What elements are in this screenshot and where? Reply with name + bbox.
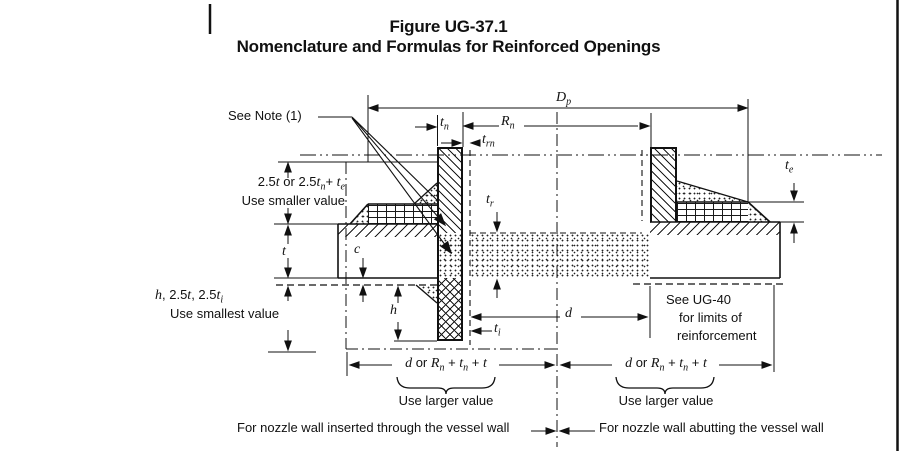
- dim-label-h: h: [390, 303, 397, 318]
- use-larger-label-left: Use larger value: [398, 393, 494, 408]
- figure-title: Nomenclature and Formulas for Reinforced Openings: [236, 37, 661, 56]
- use-larger-label-right: Use larger value: [618, 393, 714, 408]
- dim-label-tr: $t_r$: [486, 192, 494, 210]
- dim-label-Rn: $R_n$: [501, 114, 515, 132]
- ug40-note-line1: See UG-40: [666, 292, 732, 307]
- caption-abutting-nozzle: For nozzle wall abutting the vessel wall: [599, 420, 824, 435]
- braces: [397, 377, 714, 394]
- dim-label-ti: $t_i$: [494, 321, 501, 339]
- dim-label-t: t: [282, 244, 286, 259]
- dim-label-trn: $t_{rn}$: [482, 132, 495, 150]
- dim-label-d: d: [565, 306, 572, 321]
- caption-inserted-nozzle: For nozzle wall inserted through the vessel wall: [237, 420, 510, 435]
- weld-lines: [414, 181, 748, 303]
- hidden-lines: [470, 150, 642, 345]
- limit-upper-formula: 2.5t or $2.5t_n+ t_e$: [257, 174, 345, 193]
- ug40-note-line2: for limits of: [679, 310, 742, 325]
- dim-formula-right: d or $R_n + t_n + t$: [625, 355, 707, 374]
- use-smallest-label: Use smallest value: [170, 306, 280, 321]
- dim-label-Dp: $D_p$: [556, 90, 572, 108]
- use-smaller-label: Use smaller value: [241, 193, 345, 208]
- figure-number: Figure UG-37.1: [389, 17, 508, 36]
- dim-formula-left: d or $R_n + t_n + t$: [405, 355, 487, 374]
- dim-label-tn: $t_n$: [440, 115, 449, 133]
- limit-lower-formula: h, 2.5t, $2.5t_i$: [155, 287, 224, 306]
- see-note-label: See Note (1): [228, 108, 302, 123]
- dim-label-c: c: [354, 242, 361, 257]
- ug40-note-line3: reinforcement: [677, 328, 757, 343]
- dimension-lines: [268, 95, 804, 434]
- dim-label-te: $t_e$: [785, 158, 794, 176]
